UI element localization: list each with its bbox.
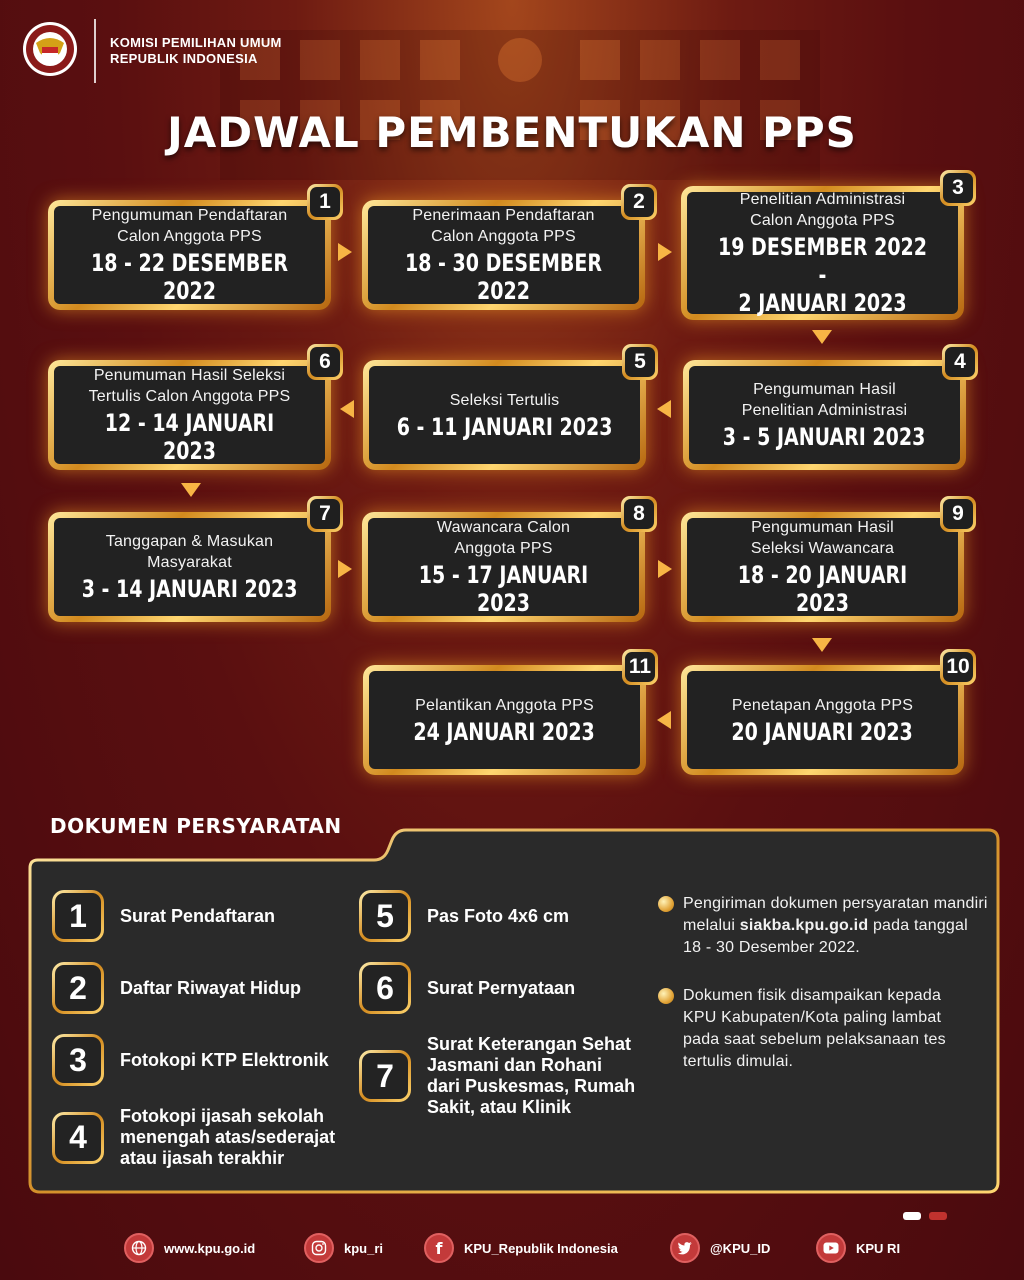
step-number: 7 bbox=[310, 499, 340, 529]
step-date: 24 JANUARI 2023 bbox=[413, 717, 596, 746]
bullet-icon bbox=[658, 988, 674, 1004]
document-name: Daftar Riwayat Hidup bbox=[120, 977, 302, 998]
step-card-body bbox=[687, 518, 958, 616]
arrow-left-icon bbox=[657, 711, 671, 729]
step-date: 12 - 14 JANUARI 2023 bbox=[104, 409, 275, 465]
step-date: 18 - 22 DESEMBER 2022 bbox=[90, 249, 289, 305]
document-name: Surat Pernyataan bbox=[427, 977, 576, 998]
twitter-icon bbox=[670, 1233, 700, 1263]
document-name: Surat Keterangan Sehat Jasmani dan Rohani dari Puskesmas, Rumah Sakit, atau Klinik bbox=[427, 1034, 636, 1117]
arrow-down-icon bbox=[812, 330, 832, 344]
step-number-badge bbox=[940, 496, 976, 532]
twitter-handle[interactable]: @KPU_ID bbox=[710, 1240, 771, 1256]
document-number-box bbox=[359, 890, 411, 942]
step-number: 8 bbox=[624, 499, 654, 529]
step-number-badge bbox=[621, 184, 657, 220]
step-card-body bbox=[687, 671, 958, 769]
document-number: 1 bbox=[55, 893, 101, 939]
step-number: 6 bbox=[310, 347, 340, 377]
step-card-5 bbox=[363, 350, 646, 470]
step-card-body bbox=[369, 366, 640, 464]
arrow-left-icon bbox=[657, 400, 671, 418]
header bbox=[22, 16, 282, 86]
arrow-down-icon bbox=[181, 483, 201, 497]
document-name: Surat Pendaftaran bbox=[120, 905, 276, 926]
arrow-down-icon bbox=[812, 638, 832, 652]
pager-dot[interactable] bbox=[929, 1212, 947, 1220]
document-number: 3 bbox=[55, 1037, 101, 1083]
step-number-badge bbox=[940, 649, 976, 685]
step-card-body bbox=[368, 206, 639, 304]
document-number-box bbox=[52, 890, 104, 942]
documents-heading: DOKUMEN PERSYARATAN bbox=[50, 814, 342, 838]
step-label: Penerimaan Pendaftaran Calon Anggota PPS bbox=[412, 207, 595, 245]
step-label: Pengumuman Hasil Seleksi Wawancara bbox=[750, 519, 895, 557]
page-title: JADWAL PEMBENTUKAN PPS bbox=[167, 108, 857, 157]
arrow-right-icon bbox=[338, 243, 352, 261]
footer-youtube[interactable] bbox=[816, 1233, 900, 1263]
step-number: 2 bbox=[624, 187, 654, 217]
document-item-5 bbox=[359, 890, 569, 942]
document-number: 6 bbox=[362, 965, 408, 1011]
document-item-2 bbox=[52, 962, 301, 1014]
facebook-icon: f bbox=[424, 1233, 454, 1263]
step-card-7 bbox=[48, 502, 331, 622]
instagram-icon bbox=[304, 1233, 334, 1263]
document-item-4 bbox=[52, 1106, 335, 1169]
step-number: 10 bbox=[943, 652, 973, 682]
note-online-submission bbox=[658, 893, 988, 959]
step-card-11 bbox=[363, 655, 652, 775]
footer bbox=[0, 1233, 1024, 1265]
step-date: 18 - 30 DESEMBER 2022 bbox=[404, 249, 603, 305]
step-date: 15 - 17 JANUARI 2023 bbox=[418, 561, 589, 617]
document-number-box bbox=[359, 1050, 411, 1102]
step-date: 20 JANUARI 2023 bbox=[731, 717, 914, 746]
document-number: 7 bbox=[362, 1053, 408, 1099]
step-date: 6 - 11 JANUARI 2023 bbox=[396, 412, 613, 441]
step-card-body bbox=[54, 206, 325, 304]
step-card-8 bbox=[362, 502, 645, 622]
website-link[interactable]: www.kpu.go.id bbox=[164, 1240, 256, 1256]
pager-dot-active[interactable] bbox=[903, 1212, 921, 1220]
document-item-1 bbox=[52, 890, 275, 942]
footer-website[interactable] bbox=[124, 1233, 255, 1263]
step-label: Seleksi Tertulis bbox=[449, 391, 560, 409]
step-label: Tanggapan & Masukan Masyarakat bbox=[105, 533, 274, 571]
document-number: 4 bbox=[55, 1115, 101, 1161]
footer-instagram[interactable] bbox=[304, 1233, 383, 1263]
youtube-channel[interactable]: KPU RI bbox=[856, 1240, 901, 1256]
header-divider bbox=[94, 19, 96, 83]
step-card-body bbox=[687, 191, 958, 317]
document-number: 5 bbox=[362, 893, 408, 939]
arrow-right-icon bbox=[658, 560, 672, 578]
step-number: 11 bbox=[625, 652, 655, 682]
step-number: 5 bbox=[625, 347, 655, 377]
step-card-3 bbox=[681, 176, 964, 320]
step-card-10 bbox=[681, 655, 970, 775]
arrow-right-icon bbox=[338, 560, 352, 578]
step-number-badge bbox=[307, 184, 343, 220]
step-card-body bbox=[54, 366, 325, 464]
step-number: 1 bbox=[310, 187, 340, 217]
arrow-left-icon bbox=[340, 400, 354, 418]
org-name bbox=[110, 35, 282, 67]
step-number-badge bbox=[621, 496, 657, 532]
step-label: Penetapan Anggota PPS bbox=[731, 696, 914, 714]
step-date: 19 DESEMBER 2022 - 2 JANUARI 2023 bbox=[718, 233, 927, 317]
bullet-icon bbox=[658, 896, 674, 912]
step-label: Pengumuman Hasil Penelitian Administrasi bbox=[741, 381, 908, 419]
document-item-6 bbox=[359, 962, 575, 1014]
step-number-badge bbox=[942, 344, 978, 380]
footer-facebook[interactable] bbox=[424, 1233, 618, 1263]
step-number-badge bbox=[940, 170, 976, 206]
document-name: Fotokopi KTP Elektronik bbox=[120, 1049, 329, 1070]
document-number-box bbox=[52, 1034, 104, 1086]
document-number-box bbox=[52, 962, 104, 1014]
document-item-7 bbox=[359, 1034, 635, 1118]
document-name: Pas Foto 4x6 cm bbox=[427, 905, 570, 926]
document-number-box bbox=[359, 962, 411, 1014]
kpu-logo-icon bbox=[22, 19, 78, 83]
step-number: 3 bbox=[943, 173, 973, 203]
footer-twitter[interactable] bbox=[670, 1233, 770, 1263]
instagram-handle[interactable]: kpu_ri bbox=[344, 1240, 384, 1256]
note-physical-documents bbox=[658, 985, 958, 1073]
step-label: Penumuman Hasil Seleksi Tertulis Calon Anggota PPS bbox=[88, 367, 291, 405]
step-number-badge bbox=[622, 344, 658, 380]
step-label: Penelitian Administrasi Calon Anggota PPS bbox=[739, 191, 906, 229]
step-number: 4 bbox=[945, 347, 975, 377]
note-text: Dokumen fisik disampaikan kepada KPU Kabupaten/Kota paling lambat pada saat sebelum pelaksanaan tes tertulis dimulai. bbox=[683, 987, 946, 1070]
document-item-3 bbox=[52, 1034, 329, 1086]
step-card-body bbox=[689, 366, 960, 464]
step-card-9 bbox=[681, 502, 964, 622]
document-number-box bbox=[52, 1112, 104, 1164]
step-card-6 bbox=[48, 350, 331, 470]
facebook-page[interactable]: KPU_Republik Indonesia bbox=[464, 1240, 618, 1256]
document-number: 2 bbox=[55, 965, 101, 1011]
step-card-2 bbox=[362, 190, 645, 310]
step-number-badge bbox=[307, 496, 343, 532]
globe-icon bbox=[124, 1233, 154, 1263]
step-label: Pelantikan Anggota PPS bbox=[415, 696, 594, 714]
org-name-line2: REPUBLIK INDONESIA bbox=[110, 51, 258, 66]
document-name: Fotokopi ijasah sekolah menengah atas/sederajat atau ijasah terakhir bbox=[120, 1106, 336, 1168]
step-card-body bbox=[368, 518, 639, 616]
note-text: Pengiriman dokumen persyaratan mandiri melalui siakba.kpu.go.id pada tanggal 18 - 30 Desember 2022. bbox=[683, 895, 988, 956]
step-card-1 bbox=[48, 190, 331, 310]
step-date: 3 - 14 JANUARI 2023 bbox=[81, 575, 298, 603]
step-date: 18 - 20 JANUARI 2023 bbox=[737, 561, 908, 617]
step-label: Pengumuman Pendaftaran Calon Anggota PPS bbox=[91, 207, 288, 245]
step-number: 9 bbox=[943, 499, 973, 529]
step-label: Wawancara Calon Anggota PPS bbox=[436, 519, 571, 557]
step-date: 3 - 5 JANUARI 2023 bbox=[723, 423, 926, 451]
step-number-badge bbox=[622, 649, 658, 685]
step-card-body bbox=[369, 671, 640, 769]
youtube-icon bbox=[816, 1233, 846, 1263]
org-name-line1: KOMISI PEMILIHAN UMUM bbox=[110, 35, 282, 50]
step-number-badge bbox=[307, 344, 343, 380]
arrow-right-icon bbox=[658, 243, 672, 261]
step-card-4 bbox=[683, 350, 966, 470]
step-card-body bbox=[54, 518, 325, 616]
